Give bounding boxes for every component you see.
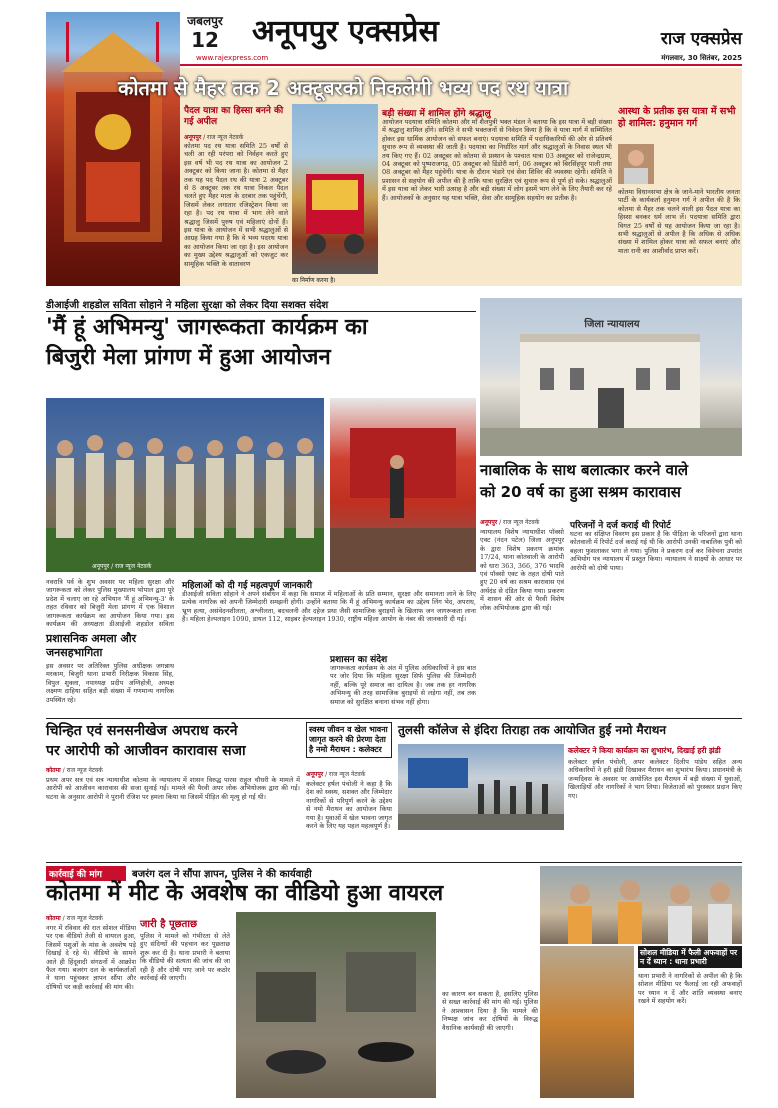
meat-remains-photo <box>236 912 436 1098</box>
byline-place: अनूपपुर <box>184 134 202 141</box>
crowd-illustration <box>46 398 324 572</box>
mid-rule <box>46 718 742 719</box>
story1-byline: अनूपपुर / राज न्यूज नेटवर्क <box>184 134 244 141</box>
story1-body-mid: आयोजन पदयात्रा समिति कोतमा और माँ शैलपुत्री भक्त मंडल ने बताया कि इस यात्रा में बड़ी संख्या में श्रद्धालु शामिल होंगे। समिति ने सभी भक्तजनों से निवेदन किया है कि वे यात्रा मार्ग में सम्मिलित होकर इस धार्मिक आयोजन को सफल बनाएं। पदयात्रा समिति में पदाधिकारियों की ओर से प्रतिवर्ष सुचारु रूप से व्यवस्था की जाती है। पदयात्रा का निर्धारित मार्ग और श्रद्धालुओं के निवास स्थल भी तय किए गए हैं। 02 अक्टूबर को कोतमा से प्रस्थान के पश्चात यात्रा 03 अक्टूबर को राजेन्द्रग्राम, 04 अक्टूबर को पुष्पराजगढ़, 05 अक्टूबर को डिंडोरी मार्ग, 06 अक्टूबर को बिरसिंहपुर पाली तथा 08 अक्टूबर को मैहर पहुंचेगी। यात्रा के दौरान भंडारे एवं सेवा शिविर की व्यवस्था रहेगी। समिति ने प्रशासन से सहयोग की अपील की है ताकि यात्रा सुरक्षित एवं सुचारु रूप से पूर्ण हो सके। श्रद्धालुओं में इस यात्रा को लेकर भारी उत्साह है और बड़ी संख्या में लोग इसमें भाग लेने के लिए तैयारी कर रहे हैं। आयोजकों के अनुसार यह यात्रा भक्ति, सेवा और सामूहिक सहयोग का प्रतीक है। <box>382 118 612 202</box>
story3-body-left: न्यायालय विशेष न्यायाधीश पॉक्सो एक्ट (नंदन पटेल) जिला अनूपपुर के द्वारा विशेष प्रकरण क्रमांक 17/24, थाना कोतवाली के आरोपी को धारा 363, 366, 376 भादवि एवं पॉक्सो एक्ट के तहत दोषी पाते हुए 20 वर्ष का सश्रम कारावास एवं अर्थदंड से दंडित किया गया। प्रकरण में शासन की ओर से पैरवी विशेष लोक अभियोजक द्वारा की गई। <box>480 528 564 612</box>
story1-body-left: कोतमा पद रथ यात्रा समिति 25 वर्षों से चली आ रही परंपरा को निर्वहन करते हुए इस वर्ष भी पद रथ यात्रा का आयोजन 2 अक्टूबर को किया जाना है। कोतमा से मैहर तक यह पद पैदल रथ की यात्रा 2 अक्टूबर से 8 अक्टूबर तक रथ यात्रा निकल पैदल चलते हुए मैहर माता के दरबार तक पहुंचेंगी, जिसमें लेकर लगातार रजिस्ट्रेशन किया जा रहा है। पद रथ यात्रा में भाग लेने वाले श्रद्धालु जिसमें पुरुष एवं महिलाएं दोनों हैं। इस यात्रा के आयोजन में सभी श्रद्धालुओं से आग्रह किया गया है कि वे भव्य पदरथ यात्रा का आयोजन किया जा रहा है। इस आयोजन का मुख्य उद्देश्य श्रद्धालुओं को एकजुट कर सामूहिक भक्ति के वातावरण <box>184 142 288 268</box>
temple-photo <box>46 12 180 286</box>
story7-sub: जारी है पूछताछ <box>140 919 197 930</box>
story3-sub: परिजनों ने दर्ज कराई थी रिपोर्ट <box>570 521 671 531</box>
story3-headline-1: नाबालिक के साथ बलात्कार करने वाले <box>480 461 689 479</box>
story1-sub-left: पैदल यात्रा का हिस्सा बनने की गई अपील <box>184 106 284 127</box>
story2-body-sub2: इस अवसर पर अतिरिक्त पुलिस अधीक्षक जगन्नाथ मरकाम, बिजुरी थाना प्रभारी निरीक्षक विकास सिंह, विपुल शुक्ला, नपाध्यक्ष प्रदीप अग्निहोत्री, अध्यक्ष लक्ष्मण दाहिया सहित बड़ी संख्या में गणमान्य नागरिक उपस्थित रहे। <box>46 662 174 704</box>
story2-headline-1: 'मैं हूं अभिमन्यु' जागरूकता कार्यक्रम का <box>46 315 368 340</box>
stage-illustration <box>330 398 476 572</box>
chariot-illustration <box>292 104 378 274</box>
story3-byline: अनूपपुर / राज न्यूज नेटवर्क <box>480 519 540 526</box>
page-number: 12 <box>191 28 219 52</box>
story4-headline-2: पर आरोपी को आजीवन कारावास सजा <box>46 743 246 759</box>
story6-body: कलेक्टर हर्षल पंचोली, अपर कलेक्टर दिलीप पांडेय सहित अन्य अधिकारियों ने हरी झंडी दिखाकर मैराथन का शुभारंभ किया। प्रधानमंत्री के जन्मदिवस के अवसर पर आयोजित इस मैराथन में बड़ी संख्या में युवाओं, खिलाड़ियों और नागरिकों ने भाग लिया। विजेताओं को पुरस्कार प्रदान किए गए। <box>568 758 742 800</box>
edition-date: मंगलवार, 30 सितंबर, 2025 <box>661 54 742 62</box>
event-photo-crowd <box>46 398 324 572</box>
hanuman-garg-portrait <box>618 144 654 184</box>
story3-headline-2: को 20 वर्ष का हुआ सश्रम कारावास <box>480 483 681 501</box>
street-dogs-illustration <box>236 912 436 1098</box>
rath-photo <box>292 104 378 274</box>
story1-headline: कोतमा से मैहर तक 2 अक्टूबरको निकलेगी भव्य पद रथ यात्रा <box>118 76 569 100</box>
brand-name: राज एक्सप्रेस <box>660 29 742 49</box>
story7-body-mid: पुलिस ने मामले को गंभीरता से लेते हुए संदिग्धों की पहचान कर पूछताछ शुरू कर दी है। थाना प्रभारी ने बताया कि वीडियो की सत्यता की जांच की जा रही है और दोषी पाए जाने पर कठोर कार्रवाई की जाएगी। <box>140 932 230 983</box>
story7-byline: कोतमा / राज न्यूज नेटवर्क <box>46 915 103 922</box>
story1-side-headline: आस्था के प्रतीक इस यात्रा में सभी हो शामिल: हनुमान गर्ग <box>618 106 736 129</box>
story2-body-sub3: जागरूकता कार्यक्रम के अंत में पुलिस अधिकारियों ने इस बात पर जोर दिया कि महिला सुरक्षा सिर्फ पुलिस की जिम्मेदारी नहीं, बल्कि पूरे समाज का दायित्व है। जब तक हर नागरिक अभिमन्यु की तरह सामाजिक बुराइयों से लड़ेगा नहीं, तब तक समाज को सुरक्षित बनाना संभव नहीं होगा। <box>330 664 476 706</box>
story2-body-mid: डीआईजी सविता सोहाने ने अपने संबोधन में कहा कि समाज में महिलाओं के प्रति सम्मान, सुरक्षा और समानता लाने के लिए प्रत्येक नागरिक को अपनी जिम्मेदारी समझनी होगी। उन्होंने बताया कि मैं हूं अभिमन्यु कार्यक्रम का उद्देश्य लिंग भेद, अपराध, भ्रूण हत्या, असंवेदनशीलता, अश्लीलता, बदचलनी और दहेज प्रथा जैसी सामाजिक बुराइयों के खिलाफ जन जागरूकता लाना है। महिला हेल्पलाइन 1090, डायल 112, साइबर हेल्पलाइन 1930, राष्ट्रीय महिला आयोग के नंबर की जानकारी दी गई। <box>182 590 476 624</box>
story6-sub: कलेक्टर ने किया कार्यक्रम का शुभारंभ, दिखाई हरी झंडी <box>568 746 721 755</box>
photo-credit: अनूपपुर / राज न्यूज नेटवर्क <box>92 563 152 570</box>
story5-headline: स्वस्थ जीवन व खेल भावना जागृत करने की प्रेरणा देता है नमो मैराथन : कलेक्टर <box>306 722 392 758</box>
story2-sub2: प्रशासनिक अमला और जनसहभागिता <box>46 632 137 659</box>
story4-byline: कोतमा / राज न्यूज नेटवर्क <box>46 767 103 774</box>
temple-illustration <box>46 12 180 286</box>
story5-body: कलेक्टर हर्षल पंचोली ने कहा है कि देश को स्वस्थ, सशक्त और जिम्मेदार नागरिकों से परिपूर्ण करने के उद्देश्य से नमो मैराथन का आयोजन किया गया है। युवाओं में खेल भावना जागृत करने के लिए यह पहल महत्वपूर्ण है। <box>306 780 392 831</box>
portrait-icon <box>618 144 654 184</box>
byline-agency: राज न्यूज नेटवर्क <box>207 134 244 141</box>
city-label: जबलपुर <box>187 14 223 28</box>
protest-photo <box>540 946 634 1098</box>
story1-photo-caption: का निर्माण करना है। <box>292 277 336 284</box>
group-illustration <box>540 866 742 944</box>
newspaper-title: अनूपपुर एक्सप्रेस <box>252 14 439 49</box>
story2-kicker-rule <box>46 311 476 312</box>
story7-kicker: कार्रवाई की मांग <box>46 866 126 881</box>
story7-side-head: सोशल मीडिया में फैली अफवाहों पर न दें ध्यान : थाना प्रभारी <box>638 946 742 968</box>
website-url[interactable]: www.rajexpress.com <box>196 54 269 62</box>
event-photo-stage <box>330 398 476 572</box>
story2-sub1: महिलाओं को दी गई महत्वपूर्ण जानकारी <box>182 581 313 591</box>
story7-body-left: नगर में रविवार की रात सोशल मीडिया पर एक वीडियो तेजी से वायरल हुआ, जिसमें पशुओं के मांस के अवशेष पड़े दिखाई दे रहे थे। वीडियो के सामने आते ही हिंदूवादी संगठनों में आक्रोश फैल गया। बजरंग दल के कार्यकर्ताओं ने थाना पहुंचकर ज्ञापन सौंपा और दोषियों पर कड़ी कार्रवाई की मांग की। <box>46 924 136 991</box>
story4-body: प्रथम अपर सत्र एवं सत्र न्यायाधीश कोतमा के न्यायालय में शासन विरुद्ध पारस राहुल चौधरी के मामले में आरोपी को आजीवन कारावास की सजा सुनाई गई। मामले की पैरवी अपर लोक अभियोजक द्वारा की गई। घटना के अनुसार आरोपी ने पुरानी रंजिश पर हमला किया था जिसमें पीड़ित की मृत्यु हो गई थी। <box>46 776 300 801</box>
story3-body-right: घटना का संक्षिप्त विवरण इस प्रकार है कि पीड़िता के परिजनों द्वारा थाना कोतवाली में रिपोर्ट दर्ज कराई गई थी कि आरोपी उनकी नाबालिक पुत्री को बहला फुसलाकर भगा ले गया। पुलिस ने प्रकरण दर्ज कर विवेचना उपरांत अभियोग पत्र न्यायालय में प्रस्तुत किया। न्यायालय ने साक्ष्यों के आधार पर आरोपी को दोषी पाया। <box>570 530 742 572</box>
story7-body-right: का कारण बन सकता है, इसलिए पुलिस से सख्त कार्रवाई की मांग की गई। पुलिस ने आश्वासन दिया है कि मामले की निष्पक्ष जांच कर दोषियों के विरुद्ध वैधानिक कार्यवाही की जाएगी। <box>442 990 538 1032</box>
story2-kicker: डीआईजी शहडोल सविता सोहाने ने महिला सुरक्षा को लेकर दिया सशक्त संदेश <box>46 297 476 311</box>
court-board-text: जिला न्यायालय <box>584 319 640 330</box>
story1-side-body: कोतमा विधानसभा क्षेत्र के जाने-माने भारतीय जनता पार्टी के कार्यकर्ता हनुमान गर्ग ने अपील की है कि कोतमा से मैहर तक चलने वाली इस पैदल यात्रा का हिस्सा बनकर धर्म लाभ लें। पदयात्रा समिति द्वारा विगत 25 वर्षों से यह आयोजन किया जा रहा है। सभी श्रद्धालुओं से अपील है कि अधिक से अधिक संख्या में शामिल होकर यात्रा को सफल बनाएं और माता रानी का आशीर्वाद प्राप्त करें। <box>618 188 740 255</box>
marathon-illustration <box>398 744 564 830</box>
page-number-box <box>180 12 230 60</box>
story5-byline: अनूपपुर / राज न्यूज नेटवर्क <box>306 771 366 778</box>
story7-side-body: थाना प्रभारी ने नागरिकों से अपील की है कि सोशल मीडिया पर फैलाई जा रही अफवाहों पर ध्यान न दें और शांति व्यवस्था बनाए रखने में सहयोग करें। <box>638 972 742 1006</box>
lower-rule <box>46 862 742 863</box>
story4-headline-1: चिन्हित एवं सनसनीखेज अपराध करने <box>46 723 238 739</box>
story2-sub3: प्रशासन का संदेश <box>330 655 388 665</box>
court-building-photo <box>480 298 742 456</box>
story7-kicker2: बजरंग दल ने सौंपा ज्ञापन, पुलिस ने की कार्यवाही <box>132 869 312 880</box>
story6-headline: तुलसी कॉलेज से इंदिरा तिराहा तक आयोजित हुई नमो मैराथन <box>398 723 667 737</box>
story1-sub-mid: बड़ी संख्या में शामिल होंगे श्रद्धालु <box>382 109 491 119</box>
story7-headline: कोतमा में मीट के अवशेष का वीडियो हुआ वायरल <box>46 881 444 906</box>
bajrang-dal-photo <box>540 866 742 944</box>
story2-headline-2: बिजुरी मेला प्रांगण में हुआ आयोजन <box>46 345 331 370</box>
marathon-photo <box>398 744 564 830</box>
story2-body-left: नवरात्रि पर्व के शुभ अवसर पर महिला सुरक्षा और जागरूकता को लेकर पुलिस मुख्यालय भोपाल द्वारा पूरे प्रदेश में चलाए जा रहे अभियान 'मैं हूं अभिमन्यु-3' के तहत रविवार को बिजुरी मेला प्रांगण में एक विशाल जागरूकता कार्यक्रम का आयोजन किया गया। इस कार्यक्रम की अध्यक्षता डीआईजी शहडोल सविता <box>46 578 174 628</box>
